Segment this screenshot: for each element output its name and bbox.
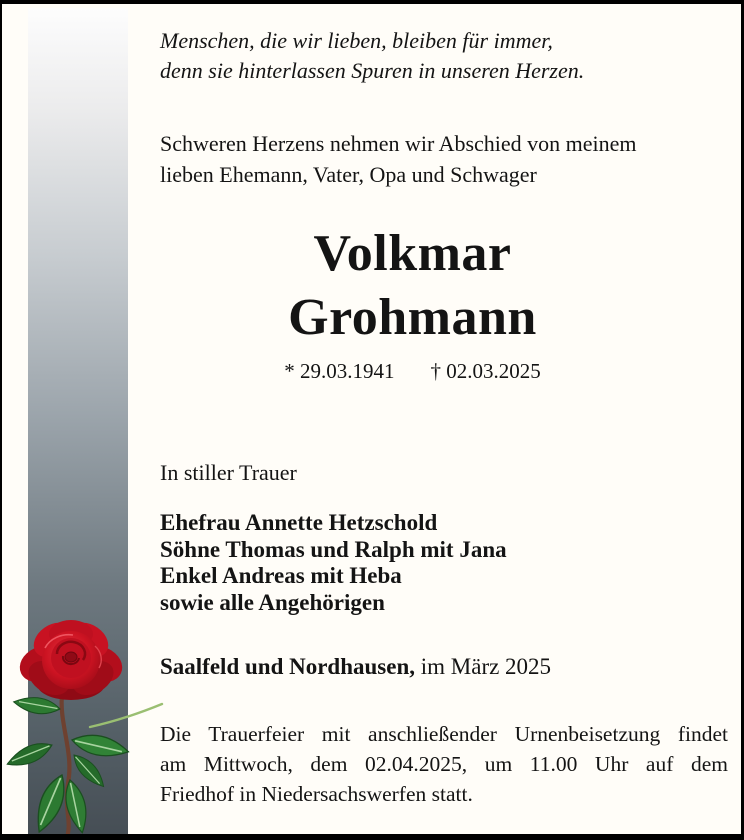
funeral-line-2: am Mittwoch, dem 02.04.2025, um 11.00 Uhr auf dem: [160, 752, 728, 776]
funeral-line-1: Die Trauerfeier mit anschließender Urnenbeisetzung findet: [160, 722, 728, 746]
birth-date: * 29.03.1941: [284, 359, 395, 383]
mourner-line-4: sowie alle Angehörigen: [160, 590, 385, 616]
mourner-line-2: Söhne Thomas und Ralph mit Jana: [160, 536, 507, 562]
death-date: † 02.03.2025: [430, 359, 541, 383]
place-names: Saalfeld und Nordhausen,: [160, 654, 415, 679]
deceased-first-name: Volkmar: [313, 225, 512, 282]
farewell-intro: [160, 128, 637, 190]
mourners-list: [160, 510, 507, 617]
funeral-line-3: Friedhof in Niedersachswerfen statt.: [160, 782, 473, 806]
memorial-quote: [160, 26, 584, 86]
deceased-last-name: Grohmann: [288, 289, 537, 346]
place-date-line: [160, 654, 551, 680]
intro-line-1: Schweren Herzens nehmen wir Abschied von meinem: [160, 131, 637, 156]
mourning-intro: In stiller Trauer: [160, 460, 297, 485]
life-dates: [160, 359, 665, 383]
quote-line-2: denn sie hinterlassen Spuren in unseren Herzen.: [160, 58, 585, 83]
deceased-block: [160, 222, 665, 383]
rose-icon: [2, 605, 172, 840]
funeral-notice: [160, 719, 728, 809]
month-year: im März 2025: [415, 654, 552, 679]
intro-line-2: lieben Ehemann, Vater, Opa und Schwager: [160, 162, 537, 187]
mourner-line-1: Ehefrau Annette Hetzschold: [160, 510, 438, 535]
quote-line-1: Menschen, die wir lieben, bleiben für immer,: [160, 28, 553, 53]
mourner-line-3: Enkel Andreas mit Heba: [160, 563, 402, 589]
